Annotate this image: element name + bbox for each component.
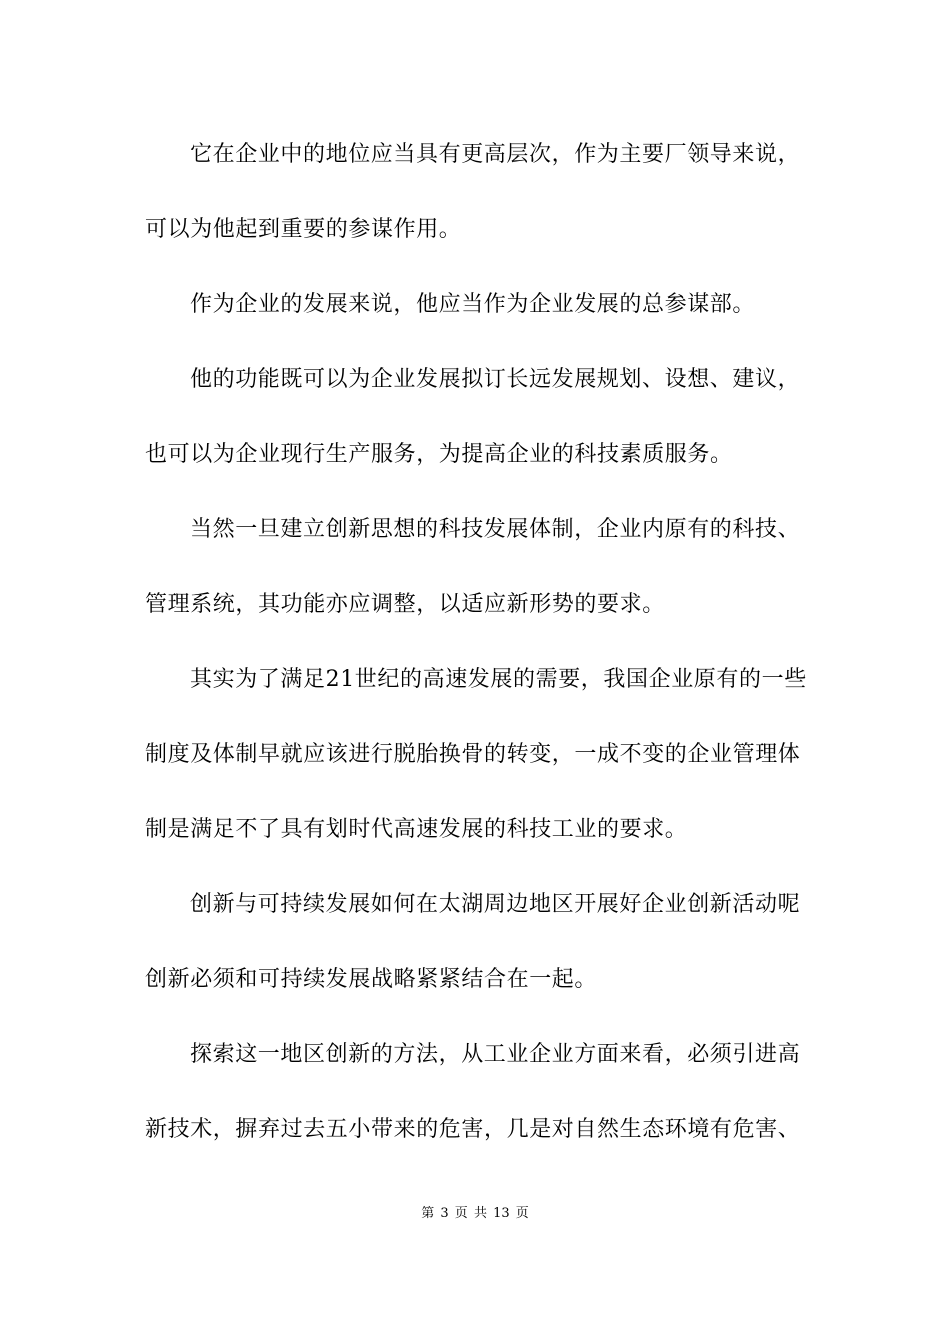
text-line-9: 制度及体制早就应该进行脱胎换骨的转变，一成不变的企业管理体: [145, 742, 801, 767]
footer-current-page: 3: [440, 1206, 449, 1221]
text-line-12: 创新必须和可持续发展战略紧紧结合在一起。: [145, 967, 598, 992]
text-line-5: 也可以为企业现行生产服务，为提高企业的科技素质服务。: [145, 442, 733, 467]
footer-prefix: 第: [421, 1206, 435, 1221]
footer-suffix: 页: [515, 1206, 529, 1221]
page-footer: [0, 1205, 950, 1223]
text-line-11: 创新与可持续发展如何在太湖周边地区开展好企业创新活动呢: [190, 892, 801, 917]
text-line-10: 制是满足不了具有划时代高速发展的科技工业的要求。: [145, 817, 688, 842]
text-line-7: 管理系统，其功能亦应调整，以适应新形势的要求。: [145, 592, 665, 617]
text-line-3: 作为企业的发展来说，他应当作为企业发展的总参谋部。: [190, 292, 756, 317]
footer-page-word: 页: [454, 1206, 468, 1221]
text-line-8: 其实为了满足21世纪的高速发展的需要，我国企业原有的一些: [190, 667, 807, 692]
text-line-4: 他的功能既可以为企业发展拟订长远发展规划、设想、建议，: [190, 367, 801, 392]
text-line-13: 探索这一地区创新的方法，从工业企业方面来看，必须引进高: [190, 1042, 801, 1067]
text-line-2: 可以为他起到重要的参谋作用。: [145, 217, 462, 242]
footer-total-pages: 13: [493, 1206, 510, 1221]
text-line-6: 当然一旦建立创新思想的科技发展体制，企业内原有的科技、: [190, 517, 801, 542]
text-line-1: 它在企业中的地位应当具有更高层次，作为主要厂领导来说，: [190, 142, 801, 167]
text-line-14: 新技术，摒弃过去五小带来的危害，几是对自然生态环境有危害、: [145, 1117, 801, 1142]
footer-total-word: 共: [473, 1206, 487, 1221]
